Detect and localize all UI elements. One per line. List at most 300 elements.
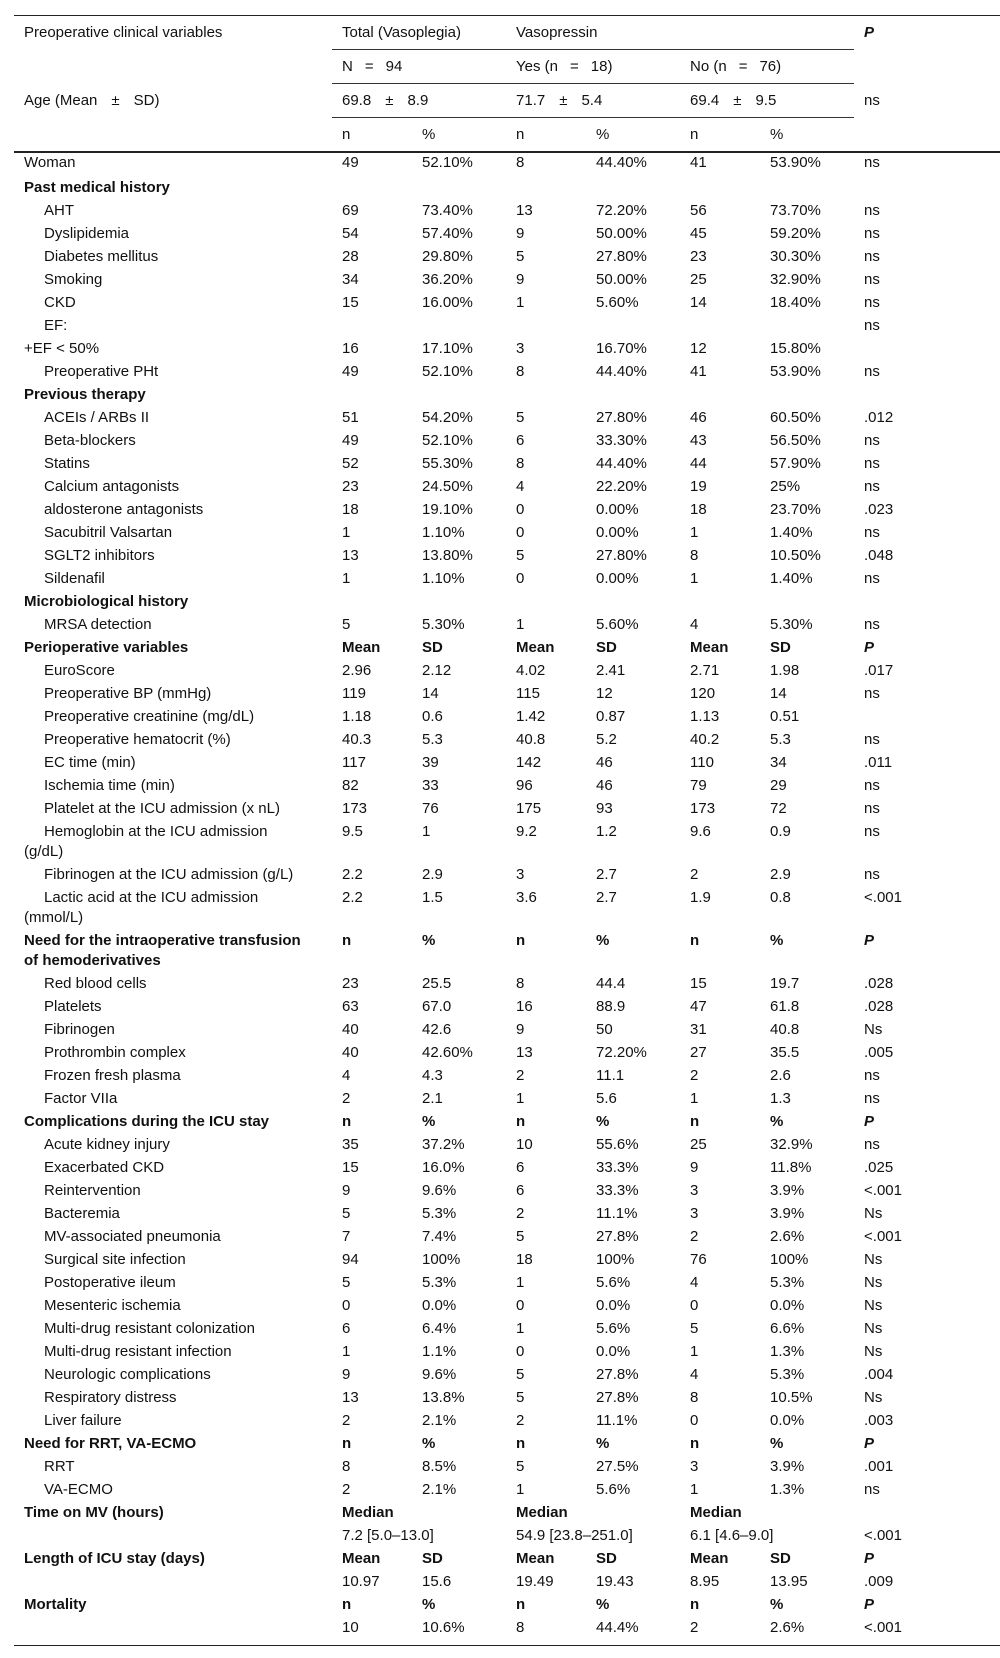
row-label: AHT — [44, 202, 74, 219]
data-cell — [760, 178, 854, 201]
data-cell: 0.0% — [596, 1343, 631, 1360]
data-cell: 2.6 — [770, 1067, 791, 1084]
row-label: Multi-drug resistant infection — [44, 1343, 232, 1360]
data-cell: Mean — [516, 1550, 555, 1567]
unit-pct: % — [586, 118, 680, 153]
table-row — [14, 1066, 1000, 1089]
data-cell: SD — [422, 1550, 443, 1567]
data-cell: 23.70% — [770, 501, 821, 518]
section-row — [14, 178, 1000, 201]
data-cell: 3 — [690, 1458, 699, 1475]
p-value-cell: Ns — [864, 1205, 883, 1222]
table-row — [14, 152, 1000, 178]
data-cell: 9 — [516, 1021, 525, 1038]
p-value-cell: <.001 — [864, 1182, 902, 1199]
row-label: Reintervention — [44, 1182, 141, 1199]
section-label: Need for the intraoperative transfusion of hemoderivatives — [24, 932, 301, 969]
data-cell: 5.3% — [770, 1366, 805, 1383]
data-cell: 13 — [342, 547, 359, 564]
row-label: Hemoglobin at the ICU admission (g/dL) — [24, 823, 268, 860]
section-row — [14, 1549, 1000, 1572]
data-cell: 52.10% — [422, 363, 473, 380]
data-cell: 15.80% — [770, 340, 821, 357]
section-row — [14, 638, 1000, 661]
p-value-cell — [854, 385, 1000, 408]
p-value-cell: <.001 — [864, 889, 902, 906]
data-cell: 2.1% — [422, 1412, 457, 1429]
p-value-cell: ns — [864, 866, 880, 883]
data-cell — [506, 385, 586, 408]
data-cell: 1.42 — [516, 708, 546, 725]
data-cell: 2 — [690, 1067, 699, 1084]
data-cell: 0 — [690, 1297, 699, 1314]
data-cell: 117 — [342, 754, 366, 771]
table-body — [14, 152, 1000, 1641]
row-label: EF: — [44, 317, 68, 334]
data-cell — [332, 178, 412, 201]
data-cell: 11.1% — [596, 1205, 638, 1222]
data-cell: 5 — [516, 1458, 525, 1475]
p-value-cell: ns — [864, 317, 880, 334]
row-label: EC time (min) — [44, 754, 136, 771]
age-yes: 71.7 ± 5.4 — [506, 84, 680, 118]
p-value-cell: Ns — [864, 1389, 883, 1406]
data-cell: 1.3% — [770, 1481, 805, 1498]
data-cell: 0.87 — [596, 708, 626, 725]
data-cell: 4.3 — [422, 1067, 443, 1084]
data-cell — [760, 1503, 854, 1526]
table-row — [14, 362, 1000, 385]
data-cell: 1 — [690, 1481, 699, 1498]
data-cell: 1.40% — [770, 570, 813, 587]
data-cell: 13 — [516, 1044, 533, 1061]
data-cell: 7.2 [5.0–13.0] — [342, 1527, 434, 1544]
data-cell — [680, 385, 760, 408]
data-cell: 61.8 — [770, 998, 800, 1015]
data-cell: 100% — [770, 1251, 809, 1268]
data-cell: 5 — [516, 1228, 525, 1245]
data-cell: 33.30% — [596, 432, 647, 449]
data-cell: 44 — [690, 455, 707, 472]
data-cell: 8 — [516, 154, 525, 171]
table-row — [14, 974, 1000, 997]
data-cell: 5.30% — [422, 616, 465, 633]
p-value-cell: ns — [864, 616, 880, 633]
data-cell: 7 — [342, 1228, 351, 1245]
table-row — [14, 1296, 1000, 1319]
table-bottom-rule — [14, 1645, 1000, 1646]
data-cell: 16 — [516, 998, 533, 1015]
data-cell: 9 — [342, 1366, 351, 1383]
data-cell: 4 — [690, 616, 699, 633]
p-value-cell: P — [864, 932, 875, 949]
data-cell: 5.3% — [770, 1274, 805, 1291]
data-cell: 18 — [516, 1251, 533, 1268]
data-cell: 29.80% — [422, 248, 473, 265]
data-cell: 3.6 — [516, 889, 537, 906]
table-row — [14, 477, 1000, 500]
vasopressin-header: Vasopressin — [506, 16, 854, 50]
table-row — [14, 523, 1000, 546]
data-cell: 19.10% — [422, 501, 473, 518]
data-cell: 1.40% — [770, 524, 813, 541]
table-row — [14, 546, 1000, 569]
data-cell: 2.9 — [422, 866, 443, 883]
row-label: EuroScore — [44, 662, 115, 679]
p-value-cell: ns — [864, 225, 880, 242]
data-cell: 96 — [516, 777, 533, 794]
table-row — [14, 1181, 1000, 1204]
data-cell: 2 — [342, 1412, 351, 1429]
data-cell: 6.6% — [770, 1320, 805, 1337]
data-cell: Mean — [690, 639, 729, 656]
data-cell: 53.90% — [770, 154, 821, 171]
data-cell: 63 — [342, 998, 359, 1015]
data-cell: 50.00% — [596, 225, 647, 242]
data-cell: % — [422, 932, 436, 949]
data-cell: 14 — [770, 685, 787, 702]
data-cell: 1.13 — [690, 708, 720, 725]
data-cell: n — [516, 1113, 526, 1130]
data-cell: 6 — [342, 1320, 351, 1337]
data-cell — [586, 592, 680, 615]
data-cell — [412, 385, 506, 408]
row-label: Postoperative ileum — [44, 1274, 176, 1291]
clinical-table-container — [14, 15, 986, 1646]
data-cell: Mean — [342, 1550, 381, 1567]
data-cell: 5.3% — [422, 1205, 457, 1222]
data-cell: 1.9 — [690, 889, 711, 906]
data-cell: 1 — [516, 1090, 525, 1107]
data-cell: 3.9% — [770, 1458, 805, 1475]
data-cell: 5.6% — [596, 1274, 631, 1291]
data-cell: 16.00% — [422, 294, 473, 311]
data-cell: 40.8 — [516, 731, 546, 748]
row-label: Statins — [44, 455, 90, 472]
data-cell: 82 — [342, 777, 359, 794]
data-cell: 43 — [690, 432, 707, 449]
p-value-cell — [854, 707, 1000, 730]
data-cell: 4 — [516, 478, 525, 495]
data-cell: 27.8% — [596, 1228, 639, 1245]
row-label — [14, 1618, 332, 1641]
table-row — [14, 201, 1000, 224]
data-cell: 67.0 — [422, 998, 452, 1015]
data-cell: 33 — [422, 777, 439, 794]
data-cell: Median — [342, 1504, 394, 1521]
data-cell: 5 — [690, 1320, 699, 1337]
data-cell: 9.5 — [342, 823, 363, 840]
data-cell: 2.71 — [690, 662, 720, 679]
data-cell: 4 — [690, 1366, 699, 1383]
p-value-cell: ns — [864, 455, 880, 472]
p-value-cell: <.001 — [864, 1228, 902, 1245]
row-label: MRSA detection — [44, 616, 152, 633]
table-row — [14, 293, 1000, 316]
data-cell: 13.95 — [770, 1573, 808, 1590]
data-cell — [332, 592, 412, 615]
p-value-cell: .048 — [864, 547, 894, 564]
data-cell: 5.30% — [770, 616, 813, 633]
data-cell: 0 — [342, 1297, 351, 1314]
age-no: 69.4 ± 9.5 — [680, 84, 854, 118]
section-label: Complications during the ICU stay — [24, 1113, 270, 1130]
data-cell: 1.3% — [770, 1343, 805, 1360]
data-cell: 1 — [342, 524, 351, 541]
p-value-cell: Ns — [864, 1320, 883, 1337]
data-cell: 55.6% — [596, 1136, 639, 1153]
row-label: Acute kidney injury — [44, 1136, 170, 1153]
data-cell: 3 — [690, 1182, 699, 1199]
p-value-cell: .004 — [864, 1366, 894, 1383]
data-cell: 4.02 — [516, 662, 546, 679]
table-row — [14, 799, 1000, 822]
data-cell: 0.0% — [770, 1412, 805, 1429]
data-cell: 9 — [342, 1182, 351, 1199]
data-cell: % — [596, 1435, 610, 1452]
data-cell: 37.2% — [422, 1136, 465, 1153]
data-cell: 5.6% — [596, 1481, 631, 1498]
row-label: Fibrinogen — [44, 1021, 115, 1038]
unit-pct: % — [760, 118, 854, 153]
data-cell: % — [422, 1435, 436, 1452]
data-cell — [412, 316, 506, 339]
data-cell: 27 — [690, 1044, 707, 1061]
data-cell: 15 — [690, 975, 707, 992]
data-cell: % — [596, 1113, 610, 1130]
data-cell: 40 — [342, 1021, 359, 1038]
total-header: Total (Vasoplegia) — [332, 16, 506, 50]
section-label: Mortality — [24, 1596, 87, 1613]
data-cell: 76 — [690, 1251, 707, 1268]
p-value-cell: .003 — [864, 1412, 894, 1429]
row-label: Exacerbated CKD — [44, 1159, 165, 1176]
data-cell: 44.40% — [596, 363, 647, 380]
data-cell: 14 — [690, 294, 707, 311]
section-label: Need for RRT, VA-ECMO — [24, 1435, 197, 1452]
table-row — [14, 776, 1000, 799]
data-cell: 0.6 — [422, 708, 443, 725]
data-cell: % — [422, 1596, 436, 1613]
data-cell: 13 — [516, 202, 533, 219]
table-row — [14, 1020, 1000, 1043]
p-value-cell: Ns — [864, 1274, 883, 1291]
row-label: Neurologic complications — [44, 1366, 211, 1383]
data-cell: 1.2 — [596, 823, 617, 840]
table-row — [14, 1204, 1000, 1227]
row-label: Sildenafil — [44, 570, 105, 587]
data-cell: 56 — [690, 202, 707, 219]
data-cell: 0.00% — [596, 570, 639, 587]
data-cell: % — [422, 1113, 436, 1130]
data-cell: 1 — [516, 1320, 525, 1337]
data-cell: 0 — [516, 501, 525, 518]
p-value-cell: .028 — [864, 998, 894, 1015]
row-label: ACEIs / ARBs II — [44, 409, 150, 426]
table-row — [14, 1572, 1000, 1595]
row-label: SGLT2 inhibitors — [44, 547, 155, 564]
data-cell — [412, 592, 506, 615]
data-cell: 4 — [690, 1274, 699, 1291]
row-label: +EF < 50% — [24, 340, 100, 357]
row-label: Ischemia time (min) — [44, 777, 175, 794]
row-label: Preoperative hematocrit (%) — [44, 731, 231, 748]
p-value-cell: ns — [864, 777, 880, 794]
data-cell: 88.9 — [596, 998, 626, 1015]
data-cell: 115 — [516, 685, 540, 702]
data-cell: 17.10% — [422, 340, 473, 357]
data-cell: 1 — [690, 1090, 699, 1107]
data-cell: 11.1% — [596, 1412, 638, 1429]
table-row — [14, 431, 1000, 454]
table-row — [14, 1227, 1000, 1250]
data-cell: 5 — [516, 409, 525, 426]
p-value-cell: .005 — [864, 1044, 894, 1061]
data-cell: 54.20% — [422, 409, 473, 426]
data-cell: 9 — [516, 225, 525, 242]
data-cell: n — [342, 1113, 352, 1130]
row-label: Beta-blockers — [44, 432, 136, 449]
section-row — [14, 931, 1000, 974]
row-label: Diabetes mellitus — [44, 248, 159, 265]
data-cell: 44.4% — [596, 1619, 639, 1636]
data-cell: 119 — [342, 685, 366, 702]
table-row — [14, 1043, 1000, 1066]
data-cell: 2.2 — [342, 889, 363, 906]
data-cell: Mean — [342, 639, 381, 656]
row-label: Smoking — [44, 271, 103, 288]
data-cell: 69 — [342, 202, 359, 219]
table-row — [14, 822, 1000, 865]
table-row — [14, 247, 1000, 270]
data-cell: 2.12 — [422, 662, 452, 679]
n-yes: Yes (n = 18) — [506, 50, 680, 84]
data-cell: % — [770, 1435, 784, 1452]
data-cell: 0 — [516, 524, 525, 541]
header-row-1 — [14, 16, 1000, 50]
unit-n: n — [332, 118, 412, 153]
table-row — [14, 339, 1000, 362]
data-cell: 16.0% — [422, 1159, 465, 1176]
data-cell: n — [690, 1435, 700, 1452]
row-label: Platelets — [44, 998, 102, 1015]
data-cell: 7.4% — [422, 1228, 457, 1245]
table-row — [14, 1526, 1000, 1549]
data-cell: n — [690, 932, 700, 949]
data-cell: 1.1% — [422, 1343, 457, 1360]
data-cell: 50 — [596, 1021, 613, 1038]
data-cell: % — [596, 1596, 610, 1613]
data-cell: 32.90% — [770, 271, 821, 288]
n-no: No (n = 76) — [680, 50, 854, 84]
unit-n: n — [680, 118, 760, 153]
data-cell: 2.7 — [596, 866, 617, 883]
data-cell: 0.00% — [596, 524, 639, 541]
data-cell — [760, 1526, 854, 1549]
table-row — [14, 1388, 1000, 1411]
data-cell: % — [770, 1596, 784, 1613]
data-cell: 5 — [342, 1205, 351, 1222]
data-cell — [506, 592, 586, 615]
p-value-cell: .009 — [864, 1573, 894, 1590]
row-label: Respiratory distress — [44, 1389, 177, 1406]
data-cell — [760, 316, 854, 339]
data-cell: n — [690, 1113, 700, 1130]
data-cell: 2.6% — [770, 1228, 805, 1245]
data-cell: 13.8% — [422, 1389, 465, 1406]
section-label: Microbiological history — [24, 593, 189, 610]
data-cell: 1.18 — [342, 708, 372, 725]
data-cell: 12 — [690, 340, 707, 357]
data-cell: 40.3 — [342, 731, 372, 748]
row-label: Frozen fresh plasma — [44, 1067, 181, 1084]
data-cell: 41 — [690, 363, 707, 380]
data-cell: 30.30% — [770, 248, 821, 265]
data-cell: 6.4% — [422, 1320, 457, 1337]
data-cell: 1 — [342, 570, 351, 587]
n-total: N = 94 — [332, 50, 506, 84]
data-cell: 36.20% — [422, 271, 473, 288]
table-row — [14, 753, 1000, 776]
p-value-cell — [854, 592, 1000, 615]
data-cell: 27.80% — [596, 248, 647, 265]
data-cell: 9.6% — [422, 1366, 457, 1383]
data-cell: 25.5 — [422, 975, 452, 992]
data-cell: 2.1 — [422, 1090, 443, 1107]
row-label: Multi-drug resistant colonization — [44, 1320, 255, 1337]
data-cell: 173 — [342, 800, 368, 817]
data-cell: 5.3 — [770, 731, 791, 748]
header-row-2 — [14, 50, 1000, 84]
data-cell: 0 — [516, 570, 525, 587]
p-value-cell: ns — [864, 823, 880, 840]
data-cell: 10.97 — [342, 1573, 380, 1590]
data-cell: 9.6% — [422, 1182, 457, 1199]
data-cell: 8 — [342, 1458, 351, 1475]
data-cell: 40.2 — [690, 731, 720, 748]
data-cell: 42.60% — [422, 1044, 473, 1061]
data-cell: 1 — [516, 1274, 525, 1291]
data-cell: 6 — [516, 1159, 525, 1176]
data-cell — [680, 178, 760, 201]
table-row — [14, 569, 1000, 592]
table-row — [14, 1319, 1000, 1342]
data-cell: 33.3% — [596, 1182, 639, 1199]
data-cell: 79 — [690, 777, 707, 794]
data-cell: 40.8 — [770, 1021, 800, 1038]
data-cell: n — [516, 932, 526, 949]
data-cell: 19.7 — [770, 975, 800, 992]
data-cell: 8 — [690, 1389, 699, 1406]
data-cell: 1.98 — [770, 662, 800, 679]
table-row — [14, 661, 1000, 684]
data-cell — [760, 592, 854, 615]
data-cell: Mean — [516, 639, 555, 656]
p-value-cell: ns — [864, 685, 880, 702]
data-cell: 57.90% — [770, 455, 821, 472]
data-cell — [412, 178, 506, 201]
data-cell: 27.5% — [596, 1458, 639, 1475]
data-cell: 10.6% — [422, 1619, 465, 1636]
data-cell: n — [342, 932, 352, 949]
p-value-cell: ns — [864, 1481, 880, 1498]
p-value-cell: Ns — [864, 1297, 883, 1314]
data-cell: Mean — [690, 1550, 729, 1567]
data-cell: 10.5% — [770, 1389, 813, 1406]
data-cell: 59.20% — [770, 225, 821, 242]
data-cell — [586, 1503, 680, 1526]
data-cell: 44.40% — [596, 154, 647, 171]
